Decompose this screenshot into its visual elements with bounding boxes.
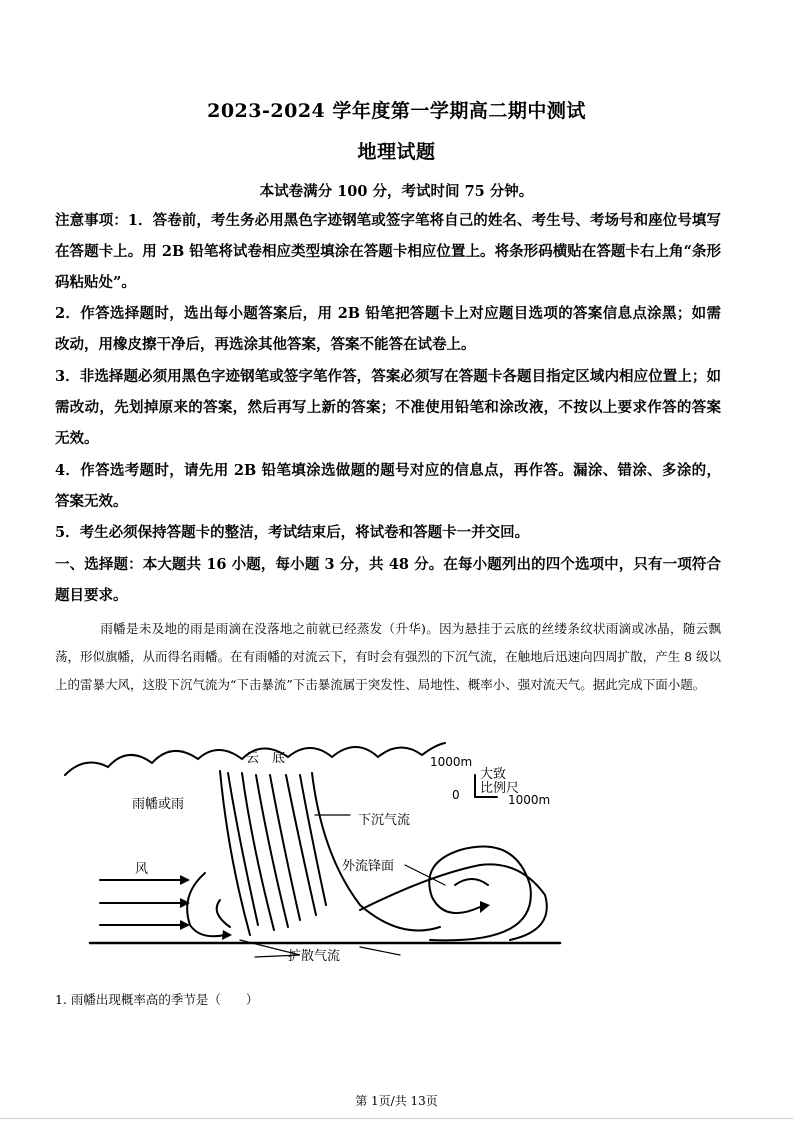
downburst-diagram: [60, 735, 580, 970]
note-4: 4．作答选考题时，请先用 2B 铅笔填涂选做题的题号对应的信息点，再作答。漏涂、错涂、多涂的，答案无效。: [55, 462, 721, 510]
virga-label: 雨幡或雨: [132, 797, 185, 812]
scale-horizontal-label: 1000m: [508, 793, 551, 807]
virga-streak: [270, 775, 300, 920]
left-outflow-curl: [187, 873, 225, 936]
virga-streak: [300, 775, 326, 905]
left-outflow-curl: [217, 900, 230, 927]
subject-title: 地理试题: [357, 141, 436, 163]
page-footer: 第 1页/共 13页: [355, 1094, 438, 1108]
outflow-front-curl: [455, 879, 488, 885]
wind-arrowhead: [180, 875, 190, 885]
note-3: 3．非选择题必须用黑色字迹钢笔或签字笔作答，答案必须写在答题卡各题目指定区域内相应位置上；如需改动，先划掉原来的答案，然后再写上新的答案；不准使用铅笔和涂改液，不按以上要求作答的答案无效。: [55, 368, 721, 447]
exam-meta: 本试卷满分 100 分，考试时间 75 分钟。: [259, 183, 534, 200]
downdraft-label: 下沉气流: [358, 813, 411, 828]
virga-streak: [242, 773, 274, 930]
exam-title: 2023-2024 学年度第一学期高二期中测试: [207, 100, 586, 122]
note-5: 5．考生必须保持答题卡的整洁，考试结束后，将试卷和答题卡一并交回。: [55, 524, 530, 541]
diverging-flow-label: 扩散气流: [288, 949, 341, 964]
outflow-front-curl: [360, 864, 547, 940]
intro-text: 雨幡是未及地的雨是雨滴在没落地之前就已经蒸发（升华)。因为悬挂于云底的丝缕条纹状雨滴或冰晶，随云飘荡，形似旗幡，从而得名雨幡。在有雨幡的对流云下，有时会有强烈的下沉气流，在触地后迅速向四周扩散，产生 8 级以上的雷暴大风，这股下沉气流为“下击暴流”下击暴流属于突发性、局地性、概率小、强对流天气。据此完成下面小题。: [55, 621, 721, 692]
left-curl-arrowhead: [222, 930, 232, 940]
scale-title-2: 比例尺: [480, 781, 520, 796]
intro-paragraph: [55, 615, 721, 699]
downdraft-right-edge: [312, 773, 440, 931]
virga-streak: [228, 773, 258, 925]
note-2: 2．作答选择题时，选出每小题答案后，用 2B 铅笔把答题卡上对应题目选项的答案信息点涂黑；如需改动，用橡皮擦干净后，再选涂其他答案，答案不能答在试卷上。: [55, 305, 721, 353]
scale-title-1: 大致: [480, 767, 507, 782]
leader-diverging: [360, 947, 400, 955]
footer-rule: [0, 1118, 793, 1119]
scale-zero-label: 0: [452, 788, 460, 802]
outflow-arrowhead: [480, 901, 490, 913]
cloud-base-label: 云 底: [246, 751, 286, 766]
scale-vertical-label: 1000m: [430, 755, 473, 769]
question-1: 1. 雨幡出现概率高的季节是（ ）: [55, 992, 259, 1007]
note-1: 注意事项：1．答卷前，考生务必用黑色字迹钢笔或签字笔将自己的姓名、考生号、考场号和座位号填写在答题卡上。用 2B 铅笔将试卷相应类型填涂在答题卡相应位置上。将条形码横贴在答题卡右上角“条形码粘贴处”。: [55, 212, 721, 291]
wind-label: 风: [135, 862, 149, 877]
outflow-front-curl: [429, 847, 531, 941]
virga-streak: [286, 775, 316, 915]
section-heading: 一、选择题：本大题共 16 小题，每小题 3 分，共 48 分。在每小题列出的四个选项中，只有一项符合题目要求。: [55, 556, 721, 604]
outflow-front-label: 外流锋面: [342, 859, 395, 874]
virga-streak: [256, 775, 288, 927]
